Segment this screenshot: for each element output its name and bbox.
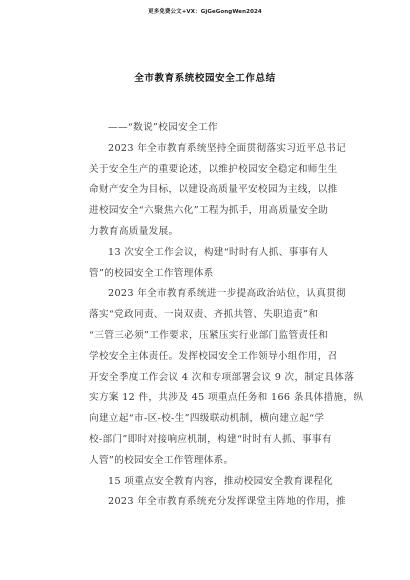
section-heading-line: 管”的校园安全工作管理体系 (89, 267, 214, 279)
paragraph-line: 进校园安全“六聚焦六化”工程为抓手，用高质量安全助 (89, 205, 329, 217)
paragraph-line: 命财产安全为目标，以建设高质量平安校园为主线，以推 (89, 184, 338, 196)
paragraph-line: 落实“党政同责、一岗双责、齐抓共管、失职追责”和 (89, 309, 319, 321)
paragraph-line: 2023 年全市教育系统充分发挥课堂主阵地的作用，推 (108, 496, 347, 508)
header-note: 更多免费公文+VX：GjGeGongWen2024 (148, 9, 262, 15)
paragraph-line: 2023 年全市教育系统坚持全面贯彻落实习近平总书记 (108, 142, 347, 154)
paragraph-line: 校-部门”即时对接响应机制，构建“时时有人抓、事事有 (89, 433, 332, 445)
paragraph-line: 2023 年全市教育系统进一步提高政治站位，认真贯彻 (108, 288, 347, 300)
paragraph-line: 开安全季度工作会议 4 次和专项部署会议 9 次，制定具体落 (89, 371, 355, 383)
subtitle-line: ——“数说”校园安全工作 (108, 122, 218, 133)
paragraph-line: 关于安全生产的重要论述，以维护校园安全稳定和师生生 (89, 163, 338, 175)
paragraph-line: 实方案 12 件，共涉及 45 项重点任务和 166 条具体措施，纵 (89, 392, 364, 404)
document-body (89, 118, 364, 513)
paragraph-line: 人管”的校园安全工作管理体系。 (89, 454, 234, 466)
section-heading-line: 15 项重点安全教育内容，推动校园安全教育课程化 (108, 475, 334, 487)
paragraph-line: 学校安全主体责任。发挥校园安全工作领导小组作用，召 (89, 350, 338, 362)
paragraph-line: 力教育高质量发展。 (89, 225, 179, 237)
section-heading-line: 13 次安全工作会议，构建“时时有人抓、事事有人 (108, 246, 329, 258)
paragraph-line: 向建立起“市-区-校-生”四级联动机制，横向建立起“学 (89, 413, 325, 425)
paragraph-line: “三管三必须”工作要求，压紧压实行业部门监管责任和 (89, 329, 329, 341)
document-title: 全市教育系统校园安全工作总结 (134, 73, 276, 84)
